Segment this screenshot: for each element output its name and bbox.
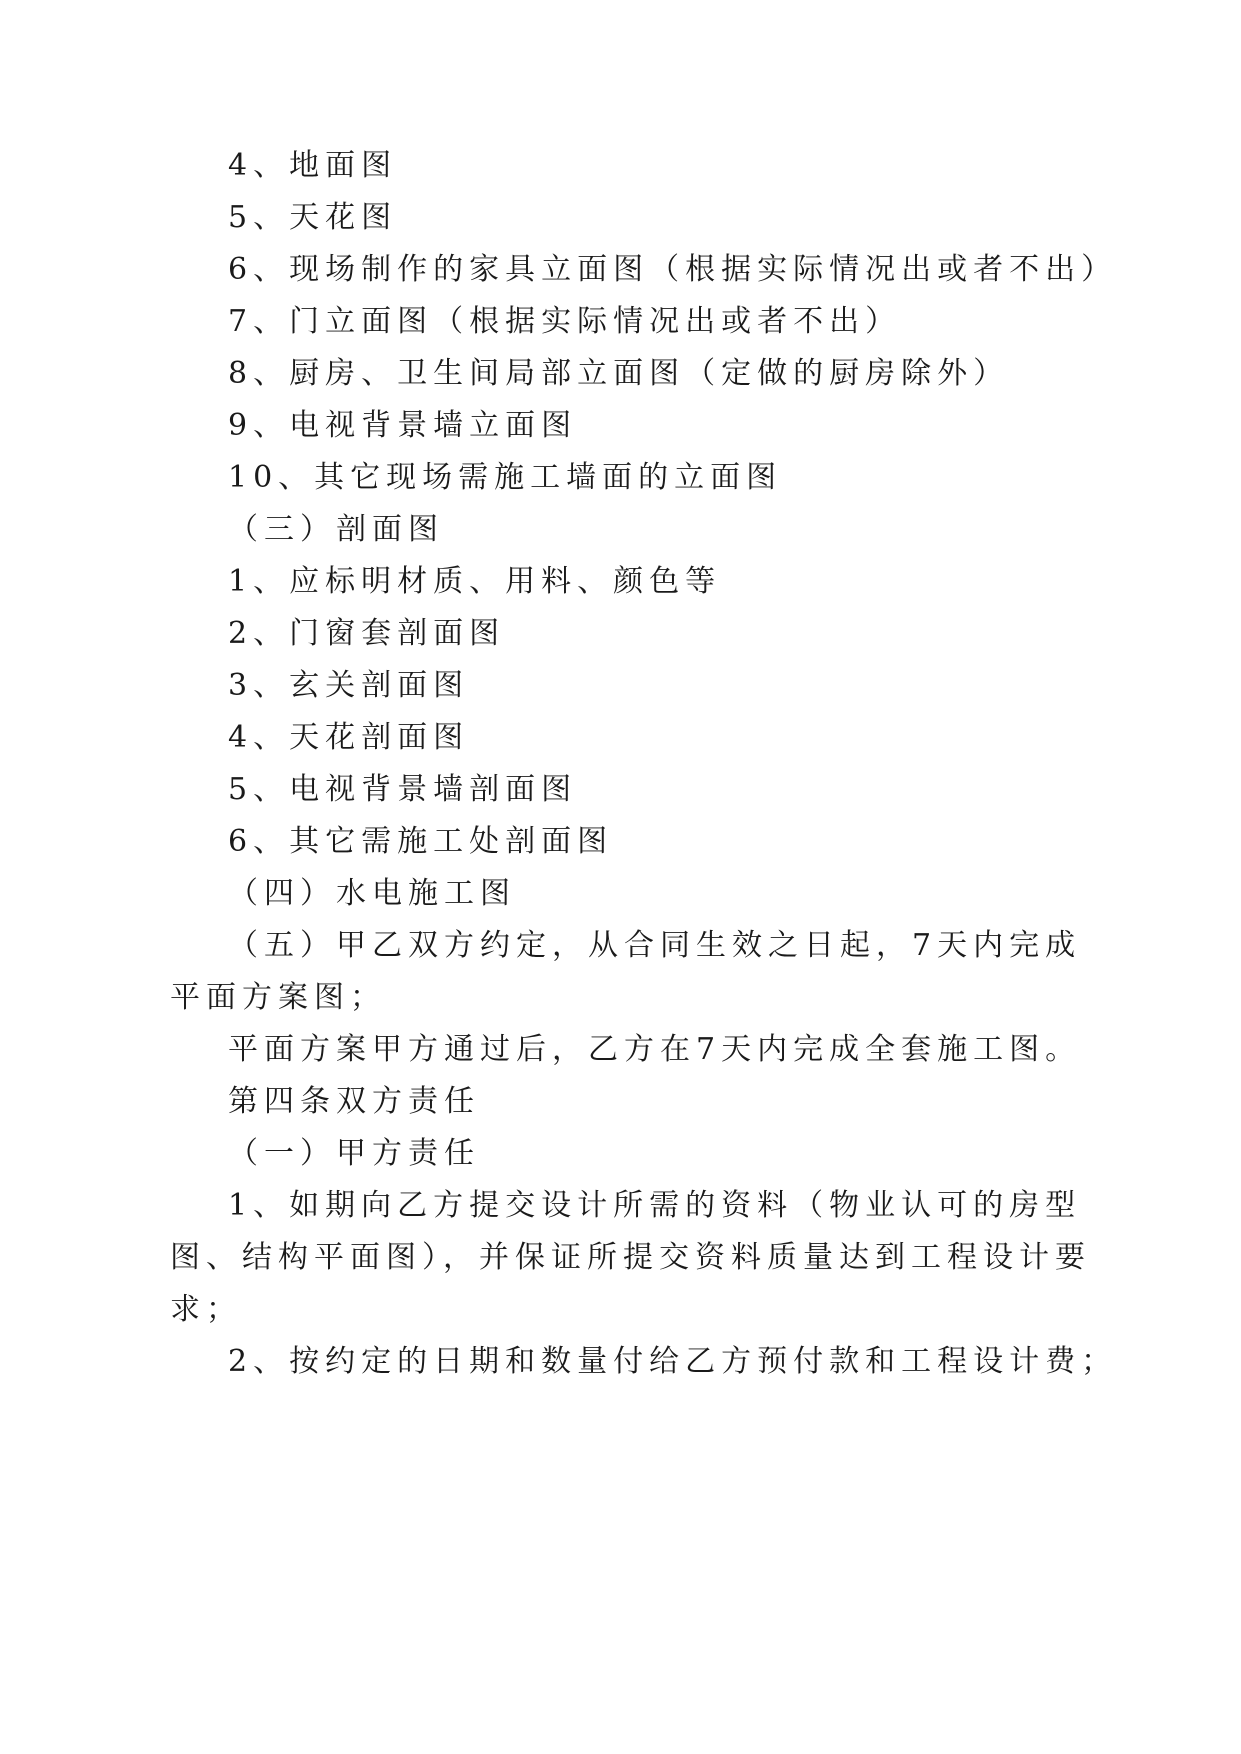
text-line: （五）甲乙双方约定，从合同生效之日起，7天内完成 <box>228 928 1082 963</box>
text-line: 6、现场制作的家具立面图（根据实际情况出或者不出） <box>228 252 1118 287</box>
text-line: 平面方案图； <box>170 980 386 1015</box>
text-line: 10、其它现场需施工墙面的立面图 <box>228 460 783 495</box>
text-line: 2、按约定的日期和数量付给乙方预付款和工程设计费； <box>228 1344 1118 1379</box>
text-line: 3、玄关剖面图 <box>228 668 470 703</box>
text-line: 5、天花图 <box>228 200 398 235</box>
text-line: 2、门窗套剖面图 <box>228 616 506 651</box>
text-line: 4、天花剖面图 <box>228 720 470 755</box>
text-line: 图、结构平面图），并保证所提交资料质量达到工程设计要 <box>170 1240 1091 1275</box>
section-heading: （三）剖面图 <box>228 512 444 547</box>
text-line: 8、厨房、卫生间局部立面图（定做的厨房除外） <box>228 356 1010 391</box>
text-line: 1、应标明材质、用料、颜色等 <box>228 564 722 599</box>
text-line: 5、电视背景墙剖面图 <box>228 772 578 807</box>
text-line: 1、如期向乙方提交设计所需的资料（物业认可的房型 <box>228 1188 1082 1223</box>
section-heading: （四）水电施工图 <box>228 876 516 911</box>
text-line: 7、门立面图（根据实际情况出或者不出） <box>228 304 902 339</box>
text-line: 平面方案甲方通过后，乙方在7天内完成全套施工图。 <box>228 1032 1082 1067</box>
article-heading: 第四条双方责任 <box>228 1084 480 1119</box>
text-line: 6、其它需施工处剖面图 <box>228 824 614 859</box>
text-line: 求； <box>170 1292 242 1327</box>
text-line: 4、地面图 <box>228 148 398 183</box>
text-line: 9、电视背景墙立面图 <box>228 408 578 443</box>
section-heading: （一）甲方责任 <box>228 1136 480 1171</box>
